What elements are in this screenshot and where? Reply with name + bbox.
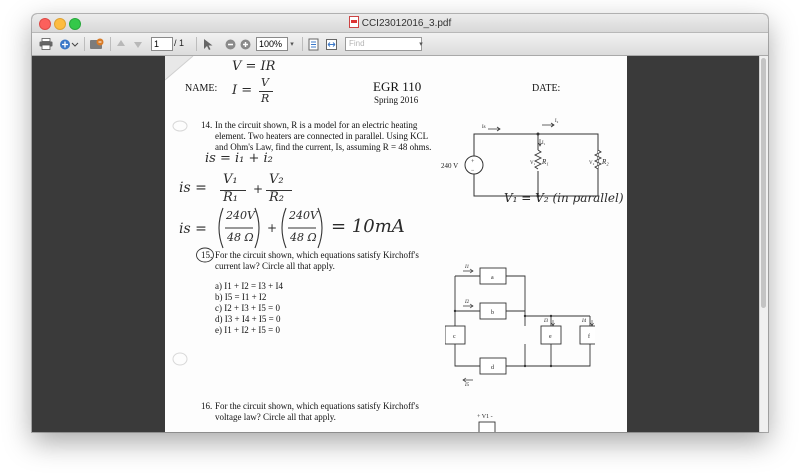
previous-page-icon[interactable]	[114, 36, 128, 52]
handwritten-current-eq: I =	[232, 83, 253, 98]
q16-text-line-1: For the circuit shown, which equations satisfy Kirchoff's	[215, 401, 419, 411]
email-icon[interactable]	[88, 36, 106, 52]
node-c-label: c	[453, 334, 456, 340]
handwritten-parallel-note: V₁ = V₂ (in parallel)	[504, 191, 624, 205]
current-i5-label: I5	[465, 383, 470, 386]
course-title: EGR 110	[373, 79, 422, 94]
find-input[interactable]: Find	[345, 37, 422, 51]
current-i2-label: I2	[465, 300, 470, 305]
fit-width-icon[interactable]	[323, 36, 339, 52]
node-b-label: b	[491, 310, 494, 316]
zoom-dropdown-chevron-icon[interactable]: ▾	[290, 41, 294, 48]
zoom-level-field[interactable]: 100%	[256, 37, 288, 51]
handwritten-plus: +	[253, 182, 264, 196]
q15-option-b: b) I5 = I1 + I2	[215, 292, 267, 302]
q14-source-label: 240 V	[441, 162, 459, 170]
hole-punch-mark	[172, 352, 188, 366]
handwritten-step-lhs: is =	[179, 180, 207, 196]
date-label: DATE:	[532, 83, 561, 94]
toolbar	[32, 33, 768, 56]
node-f-label: f	[588, 334, 590, 340]
svg-text:−: −	[471, 168, 475, 174]
vertical-scrollbar[interactable]	[759, 56, 768, 432]
toolbar-separator	[110, 37, 111, 51]
fit-page-icon[interactable]	[305, 36, 321, 52]
node-e-label: e	[549, 334, 552, 340]
q14-r1-label: R₁	[542, 158, 549, 166]
pdf-file-icon	[349, 16, 359, 28]
toolbar-separator	[84, 37, 85, 51]
zoom-in-icon[interactable]	[239, 36, 251, 52]
q16-v1-label: + V1 -	[477, 414, 493, 420]
find-options-chevron-icon[interactable]: ▾	[419, 41, 423, 48]
share-icon[interactable]	[58, 36, 80, 52]
scrollbar-thumb[interactable]	[761, 58, 766, 308]
q16-text-line-2: voltage law? Circle all that apply.	[215, 412, 336, 422]
q15-circuit-diagram	[445, 256, 595, 386]
next-page-icon[interactable]	[131, 36, 145, 52]
q15-option-d: d) I3 + I4 + I5 = 0	[215, 314, 281, 324]
handwritten-v1: V₁	[223, 172, 238, 187]
q15-option-c: c) I2 + I3 + I5 = 0	[215, 303, 280, 313]
document-viewport[interactable]	[32, 56, 768, 432]
handwritten-fraction-top: V	[261, 76, 269, 89]
page-number-input[interactable]: 1	[151, 37, 173, 51]
q14-number: 14.	[201, 120, 213, 130]
q14-text-line-3: and Ohm's Law, find the current, Is, assuming R = 48 ohms.	[215, 142, 432, 152]
pdf-page	[165, 56, 627, 432]
q14-i2-label: I₂	[555, 119, 559, 124]
current-i4-label: I4	[582, 319, 587, 324]
handwritten-kcl-eq: is = i₁ + i₂	[205, 151, 273, 166]
handwritten-sub-plus: +	[267, 221, 278, 235]
q16-circuit-partial	[465, 410, 525, 432]
node-a-label: a	[491, 275, 494, 281]
handwritten-sub-lhs: is =	[179, 221, 207, 237]
handwritten-sub-denominator-1: 48 Ω	[227, 231, 254, 244]
print-icon[interactable]	[38, 36, 54, 52]
q15-option-a: a) I1 + I2 = I3 + I4	[215, 281, 283, 291]
toolbar-separator	[196, 37, 197, 51]
handwritten-sub-numerator-1: 240V	[226, 209, 255, 222]
q14-text-line-2: element. Two heaters are connected in parallel. Using KCL	[215, 131, 429, 141]
handwritten-v2: V₂	[269, 172, 284, 187]
q14-text-line-1: In the circuit shown, R is a model for an electric heating	[215, 120, 418, 130]
name-label: NAME:	[185, 83, 218, 94]
toolbar-separator	[302, 37, 303, 51]
q15-text-line-1: For the circuit shown, which equations satisfy Kirchoff's	[215, 250, 419, 260]
q15-number: 15.	[201, 250, 213, 260]
term-label: Spring 2016	[374, 95, 419, 105]
current-i1-label: I1	[465, 265, 470, 270]
q14-r2-label: R₂	[602, 158, 609, 166]
window-title	[32, 16, 768, 29]
page-total-label: / 1	[174, 38, 185, 48]
zoom-out-icon[interactable]	[224, 36, 236, 52]
handwritten-ohms-law: V = IR	[232, 59, 276, 74]
handwritten-sub-denominator-2: 48 Ω	[290, 231, 317, 244]
svg-text:+: +	[471, 159, 475, 165]
q15-option-e: e) I1 + I2 + I5 = 0	[215, 325, 280, 335]
handwritten-fraction-bottom: R	[261, 92, 270, 105]
pdf-viewer-window	[32, 14, 768, 432]
title-bar	[32, 14, 768, 33]
q14-i1-label: I₁	[542, 141, 546, 146]
paper-fold	[165, 56, 195, 82]
q14-v2-label: V₂	[589, 161, 595, 166]
q15-text-line-2: current law? Circle all that apply.	[215, 261, 335, 271]
hole-punch-mark	[172, 120, 188, 132]
handwritten-result: = 10mA	[331, 216, 405, 237]
handwritten-r1: R₁	[223, 190, 238, 205]
q16-number: 16.	[201, 401, 213, 411]
node-d-label: d	[491, 365, 494, 371]
handwritten-sub-numerator-2: 240V	[289, 209, 318, 222]
q14-v1-label: V₁	[530, 161, 536, 166]
select-tool-icon[interactable]	[200, 36, 218, 52]
handwritten-r2: R₂	[269, 190, 284, 205]
window-title-text: CCI23012016_3.pdf	[361, 18, 452, 29]
q14-is-label: Is	[482, 125, 486, 130]
current-i3-label: I3	[544, 319, 549, 324]
